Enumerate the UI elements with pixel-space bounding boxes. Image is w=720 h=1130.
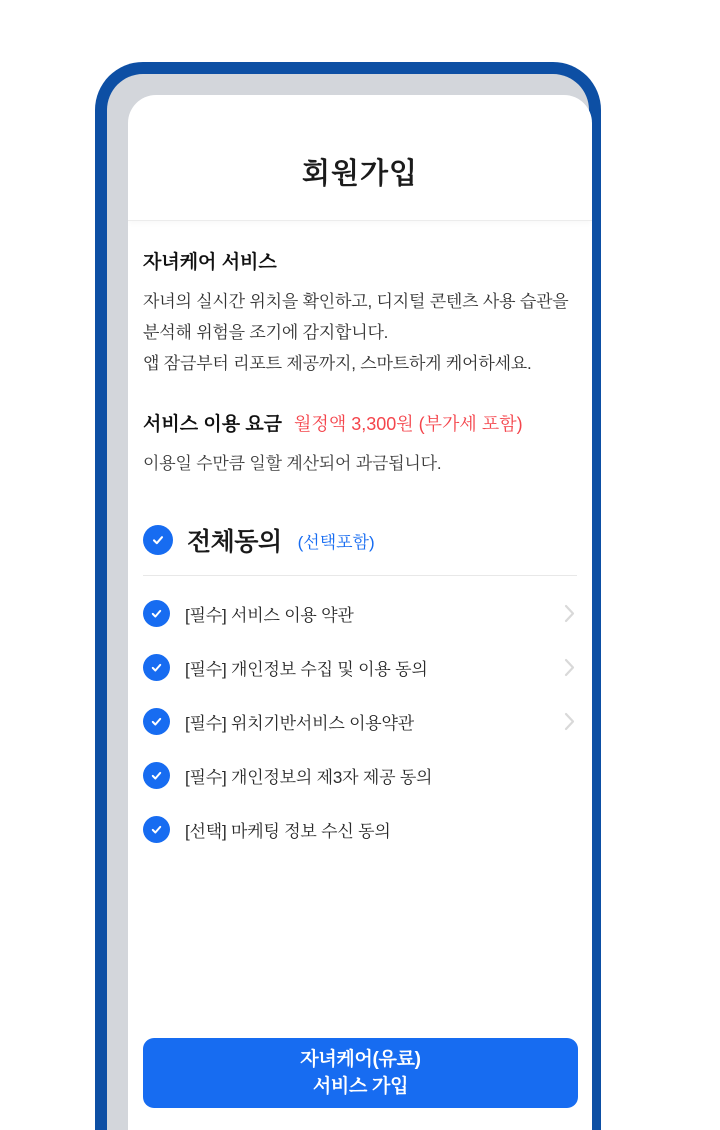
check-icon [150, 532, 166, 548]
agreement-label: [필수] 개인정보의 제3자 제공 동의 [185, 767, 433, 787]
check-icon [149, 822, 164, 837]
check-icon [149, 660, 164, 675]
service-description-line1: 자녀의 실시간 위치을 확인하고, 디지털 콘텐츠 사용 습관을 분석해 위험을 조기에 감지합니다. [143, 292, 569, 342]
service-description [143, 286, 577, 379]
agreement-checkbox[interactable] [143, 600, 170, 627]
agreement-row-marketing[interactable] [143, 802, 577, 856]
service-title: 자녀케어 서비스 [143, 252, 277, 273]
phone-frame [95, 62, 601, 1130]
chevron-right-icon[interactable] [564, 658, 575, 677]
pricing-row [143, 409, 577, 436]
subscribe-button-line1: 자녀케어(유료) [300, 1049, 421, 1070]
agreement-label: [선택] 마케팅 정보 수신 동의 [185, 821, 391, 841]
agreement-row-terms[interactable] [143, 586, 577, 640]
agreement-label: [필수] 개인정보 수집 및 이용 동의 [185, 659, 428, 679]
agree-all-sublabel: (선택포함) [297, 532, 375, 552]
chevron-right-icon[interactable] [564, 712, 575, 731]
check-icon [149, 606, 164, 621]
agreement-checkbox[interactable] [143, 708, 170, 735]
agree-all-label: 전체동의 [187, 528, 282, 556]
chevron-right-icon[interactable] [564, 604, 575, 623]
agreement-checkbox[interactable] [143, 762, 170, 789]
screen-header [128, 95, 592, 221]
agreement-row-privacy[interactable] [143, 640, 577, 694]
agreement-list [143, 586, 577, 856]
phone-screen [128, 95, 592, 1130]
subscribe-button[interactable] [143, 1038, 578, 1108]
agreement-row-thirdparty[interactable] [143, 748, 577, 802]
check-icon [149, 714, 164, 729]
subscribe-button-line2: 서비스 가입 [312, 1076, 409, 1097]
agree-all-checkbox[interactable] [143, 525, 173, 555]
check-icon [149, 768, 164, 783]
page-title: 회원가입 [301, 158, 419, 190]
agreement-label: [필수] 위치기반서비스 이용약관 [185, 713, 414, 733]
agreement-row-location[interactable] [143, 694, 577, 748]
content-area [128, 247, 592, 856]
pricing-value: 월정액 3,300원 (부가세 포함) [294, 414, 523, 434]
pricing-label: 서비스 이용 요금 [143, 414, 283, 435]
agree-all-row[interactable] [143, 522, 577, 558]
service-description-line2: 앱 잠금부터 리포트 제공까지, 스마트하게 케어하세요. [143, 354, 532, 373]
agreement-checkbox[interactable] [143, 816, 170, 843]
pricing-note: 이용일 수만큼 일할 계산되어 과금됩니다. [143, 454, 442, 473]
agreement-divider [143, 575, 577, 576]
agreement-label: [필수] 서비스 이용 약관 [185, 605, 354, 625]
agreement-checkbox[interactable] [143, 654, 170, 681]
